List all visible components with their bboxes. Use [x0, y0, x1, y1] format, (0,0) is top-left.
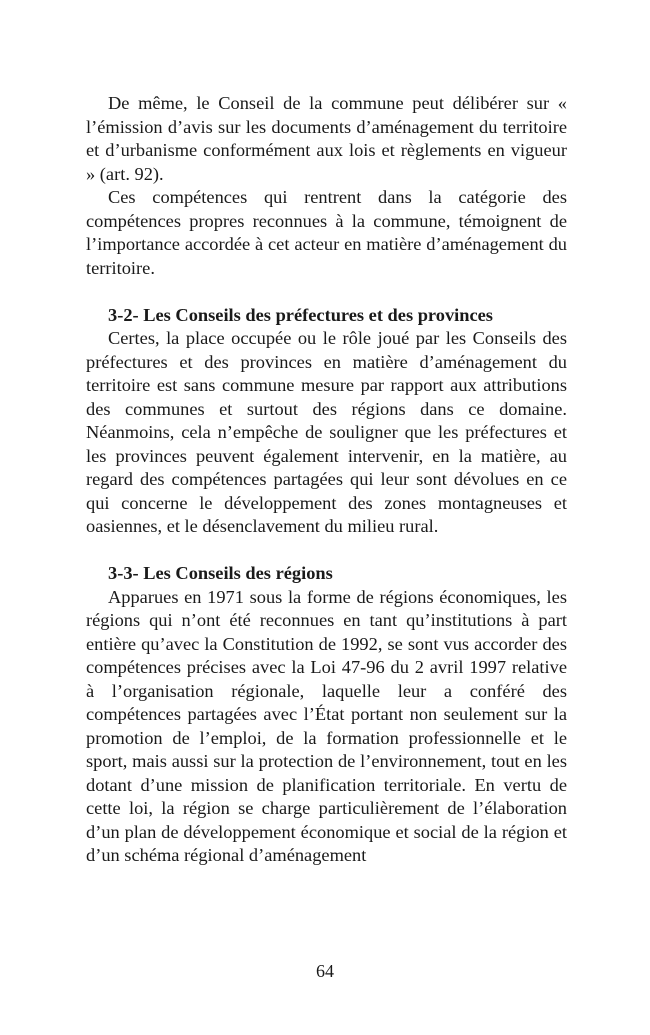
paragraph-section-3-3: Apparues en 1971 sous la forme de régions économiques, les régions qui n’ont été reconnues en tant qu’institutions à part entière qu’avec la Constitution de 1992, se sont vus accorder des compétences précises avec la Loi 47-96 du 2 avril 1997 relative à l’organisation régionale, laquelle leur a conféré des compétences partagées avec l’État portant non seulement sur la promotion de l’emploi, de la formation professionnelle et le sport, mais aussi sur la protection de l’environnement, tout en les dotant d’une mission de planification territoriale. En vertu de cette loi, la région se charge particulièrement de l’élaboration d’un plan de développement économique et social de la région et d’un schéma régional d’aménagement: [86, 586, 567, 865]
page-body: [86, 92, 567, 868]
section-heading-3-2: 3-2- Les Conseils des préfectures et des provinces: [108, 304, 493, 325]
paragraph-section-3-2: Certes, la place occupée ou le rôle joué par les Conseils des préfectures et des provinces en matière d’aménagement du territoire est sans commune mesure par rapport aux attributions des communes et surtout des régions dans ce domaine. Néanmoins, cela n’empêche de souligner que les préfectures et les provinces peuvent également intervenir, en la matière, au regard des compétences partagées qui leur sont dévolues en ce qui concerne le développement des zones montagneuses et oasiennes, et le désenclavement du milieu rural.: [86, 328, 567, 536]
page-number: 64: [316, 961, 334, 981]
section-heading-3-3: 3-3- Les Conseils des régions: [108, 563, 333, 583]
paragraph-intro-1: De même, le Conseil de la commune peut délibérer sur « l’émission d’avis sur les documents d’aménagement du territoire et d’urbanisme conformément aux lois et règlements en vigueur » (art. 92).: [86, 93, 567, 184]
paragraph-intro-2: Ces compétences qui rentrent dans la catégorie des compétences propres reconnues à la commune, témoignent de l’importance accordée à cet acteur en matière d’aménagement du territoire.: [86, 187, 567, 278]
